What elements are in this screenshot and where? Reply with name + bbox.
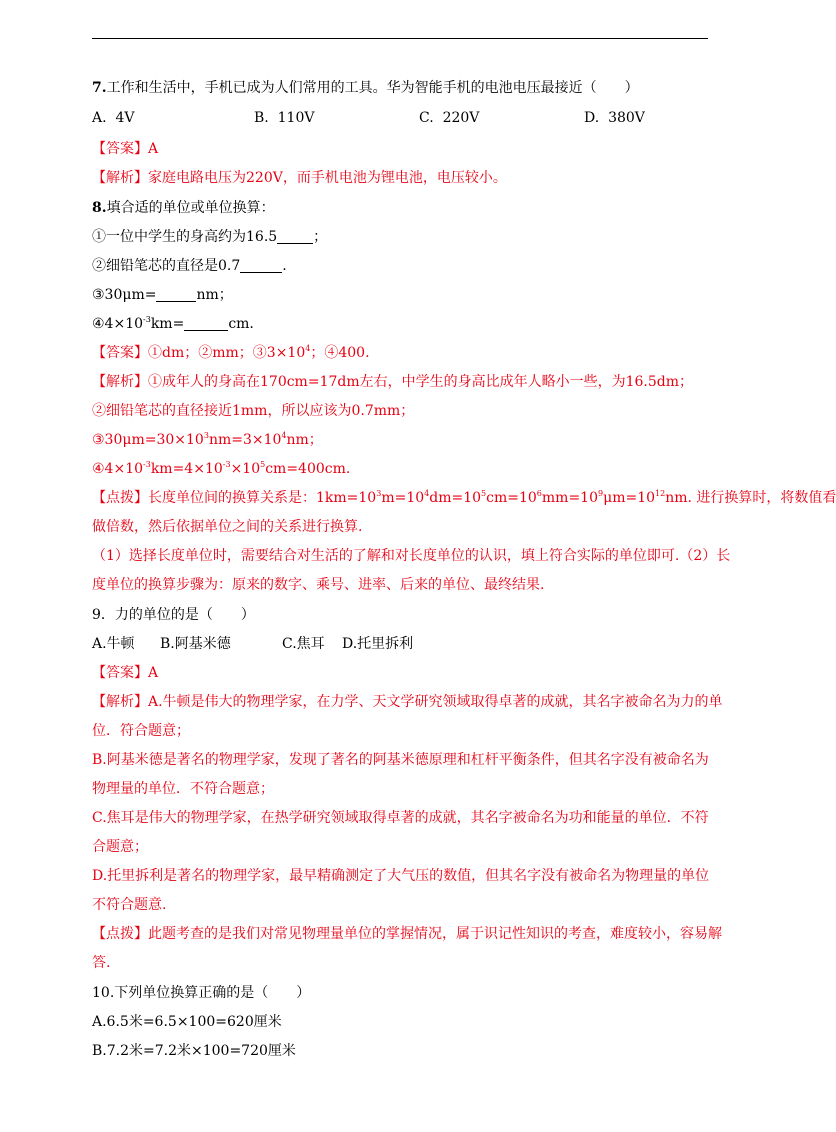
q7-options <box>92 108 708 128</box>
q8-item-4: $④4\times 10^{-3}km=$ cm. <box>92 315 254 332</box>
q9-analysis-line: 位．符合题意； <box>92 723 190 739</box>
q9-tip-line: 答. <box>92 955 111 971</box>
q8-analysis-3: $③30\mu m=30\times 10^3nm=3\times 10^4nm$； <box>92 431 323 448</box>
header-rule <box>92 38 708 39</box>
q9-analysis-line: D.托里拆利是著名的物理学家，最早精确测定了大气压的数值，但其名字没有被命名为物理量的单位 <box>92 868 710 884</box>
q9-analysis-line: 不符合题意. <box>92 897 167 913</box>
q7-option-a: A. 4V <box>92 110 135 126</box>
q7-analysis: 【解析】家庭电路电压为220V，而手机电池为锂电池，电压较小。 <box>92 170 507 186</box>
q8-tip-2: 做倍数，然后依据单位之间的关系进行换算. <box>92 519 363 535</box>
q7-answer: 【答案】A <box>92 141 159 157</box>
q8-stem: 8.填合适的单位或单位换算： <box>92 200 275 216</box>
q10-option-a: A.6.5米=6.5×100=620厘米 <box>92 1014 282 1030</box>
q8-analysis-2: ②细铅笔芯的直径接近1mm，所以应该为0.7mm； <box>92 403 415 419</box>
q9-option-b: B.阿基米德 <box>160 636 231 652</box>
q7-option-b: B. 110V <box>254 110 315 126</box>
q9-option-c: C.焦耳 <box>282 636 325 652</box>
q9-option-d: D.托里拆利 <box>342 636 414 652</box>
q7-stem: 7.工作和生活中，手机已成为人们常用的工具。华为智能手机的电池电压最接近（ ） <box>92 80 639 96</box>
q9-stem: 9．力的单位的是（ ） <box>92 607 255 623</box>
q7-option-d: D. 380V <box>584 110 645 126</box>
answer-blank <box>184 316 228 331</box>
q7-option-c: C. 220V <box>419 110 480 126</box>
q10-option-b: B.7.2米=7.2米×100=720厘米 <box>92 1043 296 1059</box>
answer-blank <box>277 229 313 244</box>
q8-analysis-1: 【解析】①成年人的身高在170cm=17dm左右，中学生的身高比成年人略小一些，为16.5dm； <box>92 374 694 390</box>
q10-stem: 10.下列单位换算正确的是（ ） <box>92 985 311 1001</box>
answer-blank <box>240 258 282 273</box>
q8-item-1: ①一位中学生的身高约为16.5 ； <box>92 229 328 245</box>
q9-analysis-line: 【解析】A.牛顿是伟大的物理学家，在力学、天文学研究领域取得卓著的成就，其名字被命名为力的单 <box>92 694 723 710</box>
q9-analysis-line: C.焦耳是伟大的物理学家，在热学研究领域取得卓著的成就，其名字被命名为功和能量的单位．不符 <box>92 810 709 826</box>
q9-answer: 【答案】A <box>92 665 159 681</box>
q8-answer: 【答案】①dm；②mm；$③3\times 10^4$；④400. <box>92 344 370 361</box>
q8-tip-3: （1）选择长度单位时，需要结合对生活的了解和对长度单位的认识，填上符合实际的单位即可.（2）长 <box>92 548 731 564</box>
q8-analysis-4: $④4\times 10^{-3}km=4\times 10^{-3}\times 10^5cm=400cm$. <box>92 460 351 477</box>
q9-options <box>92 634 708 654</box>
q9-analysis-line: 合题意； <box>92 839 148 855</box>
q9-tip-line: 【点拨】此题考查的是我们对常见物理量单位的掌握情况，属于识记性知识的考查，难度较小，容易解 <box>92 926 722 942</box>
q9-option-a: A.牛顿 <box>92 636 135 652</box>
q8-item-3: ③30μm= nm； <box>92 287 233 303</box>
q9-analysis-line: B.阿基米德是著名的物理学家，发现了著名的阿基米德原理和杠杆平衡条件，但其名字没有被命名为 <box>92 752 709 768</box>
q8-tip-1: 【点拨】长度单位间的换算关系是：$1km=10^3m=10^4dm=10^5cm=10^6mm=10^9\mu m=10^{12}nm$. 进行换算时，将数值看 <box>92 489 836 506</box>
answer-blank <box>156 287 196 302</box>
q8-item-2: ②细铅笔芯的直径是0.7 . <box>92 258 287 274</box>
q9-analysis-line: 物理量的单位．不符合题意； <box>92 781 274 797</box>
q8-tip-4: 度单位的换算步骤为：原来的数字、乘号、进率、后来的单位、最终结果. <box>92 577 545 593</box>
